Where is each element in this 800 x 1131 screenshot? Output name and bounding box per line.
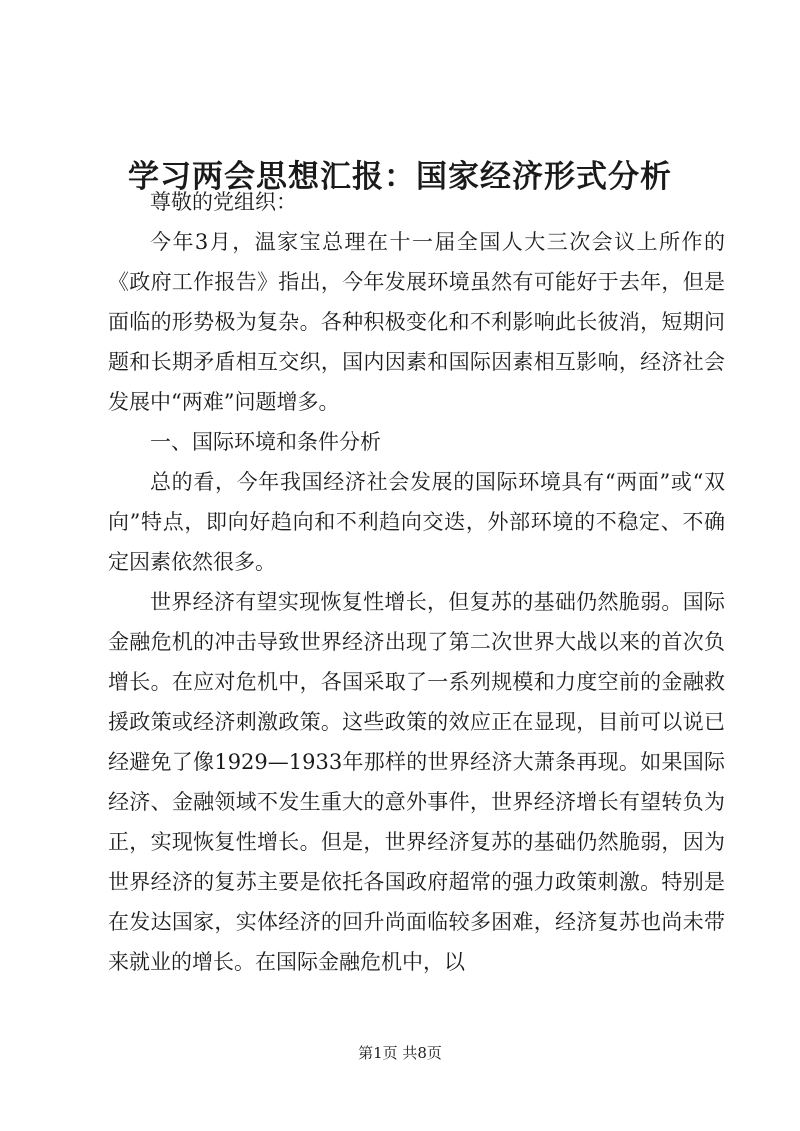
paragraph-world-economy: 世界经济有望实现恢复性增长，但复苏的基础仍然脆弱。国际金融危机的冲击导致世界经济出现了第二次世界大战以来的首次负增长。在应对危机中，各国采取了一系列规模和力度空前的金融救援政策或经济刺激政策。这些政策的效应正在显现，目前可以说已经避免了像1929—1933年那样的世界经济大萧条再现。如果国际经济、金融领域不发生重大的意外事件，世界经济增长有望转负为正，实现恢复性增长。但是，世界经济复苏的基础仍然脆弱，因为世界经济的复苏主要是依托各国政府超常的强力政策刺激。特别是在发达国家，实体经济的回升尚面临较多困难，经济复苏也尚未带来就业的增长。在国际金融危机中，以 bbox=[108, 590, 725, 974]
salutation: 尊敬的党组织： bbox=[150, 190, 297, 214]
paragraph-overview: 总的看，今年我国经济社会发展的国际环境具有“两面”或“双向”特点，即向好趋向和不利趋向交迭，外部环境的不稳定、不确定因素依然很多。 bbox=[108, 470, 725, 574]
page-number-footer: 第1页 共8页 bbox=[358, 1044, 442, 1062]
paragraph-intro: 今年3月，温家宝总理在十一届全国人大三次会议上所作的《政府工作报告》指出，今年发展环境虽然有可能好于去年，但是面临的形势极为复杂。各种积极变化和不利影响此长彼消，短期问题和长期矛盾相互交织，国内因素和国际因素相互影响，经济社会发展中“两难”问题增多。 bbox=[108, 230, 725, 414]
section-heading: 一、国际环境和条件分析 bbox=[150, 430, 381, 454]
document-title: 学习两会思想汇报：国家经济形式分析 bbox=[128, 158, 672, 195]
document-body bbox=[108, 182, 725, 982]
